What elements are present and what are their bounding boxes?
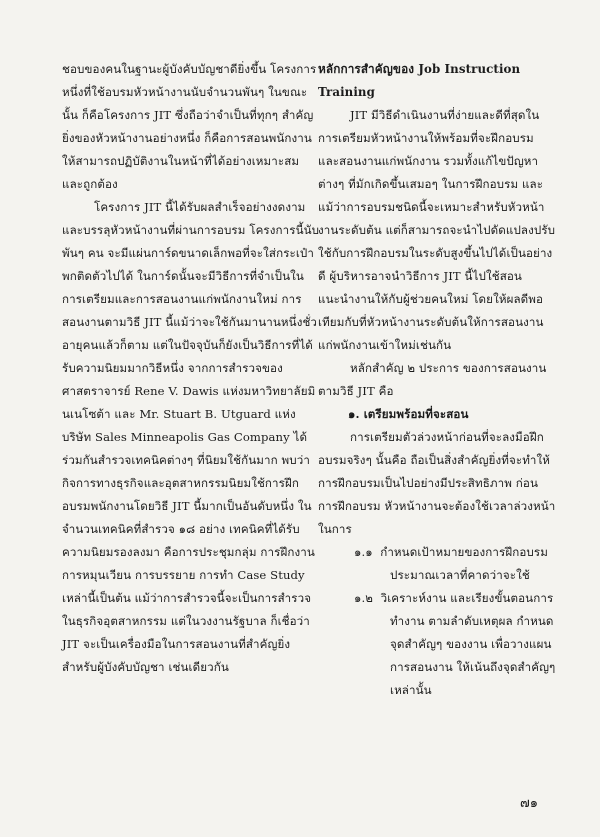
right-paragraph-3: การเตรียมตัวล่วงหน้าก่อนที่จะลงมือฝึกอบรมจริงๆ นั้นคือ ถือเป็นสิ่งสำคัญยิ่งที่จะทำให้การฝึกอบรมเป็นไปอย่างมีประสิทธิภาพ ก่อนการฝึกอบรม หัวหน้างานจะต้องใช้เวลาล่วงหน้าในการ xyxy=(318,430,556,536)
left-column xyxy=(62,58,320,679)
list-item xyxy=(354,587,556,702)
right-column xyxy=(318,58,556,702)
right-paragraph-1: JIT มีวิธีดำเนินงานที่ง่ายและดีที่สุดในการเตรียมหัวหน้างานให้พร้อมที่จะฝึกอบรม และสอนงานแก่พนักงาน รวมทั้งแก้ไขปัญหาต่างๆ ที่มักเกิดขึ้นเสมอๆ ในการฝึกอบรม และแม้ว่าการอบรมชนิดนี้จะเหมาะสำหรับหัวหน้างานระดับต้น แต่ก็สามารถจะนำไปดัดแปลงปรับใช้กับการฝึกอบรมในระดับสูงขึ้นไปได้เป็นอย่างดี ผู้บริหารอาจนำวิธีการ JIT นี้ไปใช้สอนแนะนำงานให้กับผู้ช่วยคนใหม่ โดยให้ผลดีพอเทียมกับที่หัวหน้างานระดับต้นให้การสอนงานแก่พนักงานเข้าใหม่เช่นกัน xyxy=(318,108,556,352)
section-heading: หลักการสำคัญของ Job Instruction Training xyxy=(318,62,521,99)
list-item-number: ๑.๑ xyxy=(354,545,373,559)
right-paragraph-2: หลักสำคัญ ๒ ประการ ของการสอนงานตามวิธี JIT คือ xyxy=(318,361,547,398)
left-paragraph-2: โครงการ JIT นี้ได้รับผลสำเร็จอย่างงดงามและบรรลุหัวหน้างานที่ผ่านการอบรม โครงการนี้นับพันๆ คน จะมีแผ่นการ์ดขนาดเล็กพอที่จะใส่กระเป๋าพกติดตัวไปได้ ในการ์ดนั้นจะมีวิธีการที่จำเป็นในการเตรียมและการสอนงานแก่พนักงานใหม่ การสอนงานตามวิธี JIT นี้แม้ว่าจะใช้กันมานานหนึ่งชั่วอายุคนแล้วก็ตาม แต่ในปัจจุบันก็ยังเป็นวิธีการที่ได้รับความนิยมมากวิธีหนึ่ง จากการสำรวจของศาสตราจารย์ Rene V. Dawis แห่งมหาวิทยาลัยมินเนโซต้า และ Mr. Stuart B. Utguard แห่งบริษัท Sales Minneapolis Gas Company ได้ร่วมกันสำรวจเทคนิคต่างๆ ที่นิยมใช้กันมาก พบว่ากิจการทางธุรกิจและอุตสาหกรรมนิยมใช้การฝึกอบรมพนักงานโดยวิธี JIT นี้มากเป็นอันดับหนึ่ง ในจำนวนเทคนิคที่สำรวจ ๑๘ อย่าง เทคนิคที่ได้รับความนิยมรองลงมา คือการประชุมกลุ่ม การฝึกงาน การหมุนเวียน การบรรยาย การทำ Case Study เหล่านี้เป็นต้น แม้ว่าการสำรวจนี้จะเป็นการสำรวจในธุรกิจอุตสาหกรรม แต่ในวงงานรัฐบาล ก็เชื่อว่า JIT จะเป็นเครื่องมือในการสอนงานที่สำคัญยิ่งสำหรับผู้บังคับบัญชา เช่นเดียวกัน xyxy=(62,200,320,674)
list-item-text: วิเคราะห์งาน และเรียงขั้นตอนการทำงาน ตามลำดับเหตุผล กำหนดจุดสำคัญๆ ของงาน เพื่อวางแผนการสอนงาน ให้เน้นถึงจุดสำคัญๆ เหล่านั้น xyxy=(380,591,556,697)
sub-heading-prepare: ๑. เตรียมพร้อมที่จะสอน xyxy=(348,407,469,421)
list-item-text: กำหนดเป้าหมายของการฝึกอบรมประมาณเวลาที่คาดว่าจะใช้ xyxy=(380,545,548,582)
list-item-number: ๑.๒ xyxy=(354,591,373,605)
page-number: ๗๑ xyxy=(520,796,539,811)
list-item xyxy=(354,541,556,587)
left-paragraph-1: ชอบของคนในฐานะผู้บังคับบัญชาดียิ่งขึ้น โครงการหนึ่งที่ใช้อบรมหัวหน้างานนับจำนวนพันๆ ในขณะนั้น ก็คือโครงการ JIT ซึ่งถือว่าจำเป็นที่ทุกๆ สำคัญยิ่งของหัวหน้างานอย่างหนึ่ง ก็คือการสอนพนักงานให้สามารถปฏิบัติงานในหน้าที่ได้อย่างเหมาะสมและถูกต้อง xyxy=(62,62,317,191)
numbered-list xyxy=(318,541,556,702)
